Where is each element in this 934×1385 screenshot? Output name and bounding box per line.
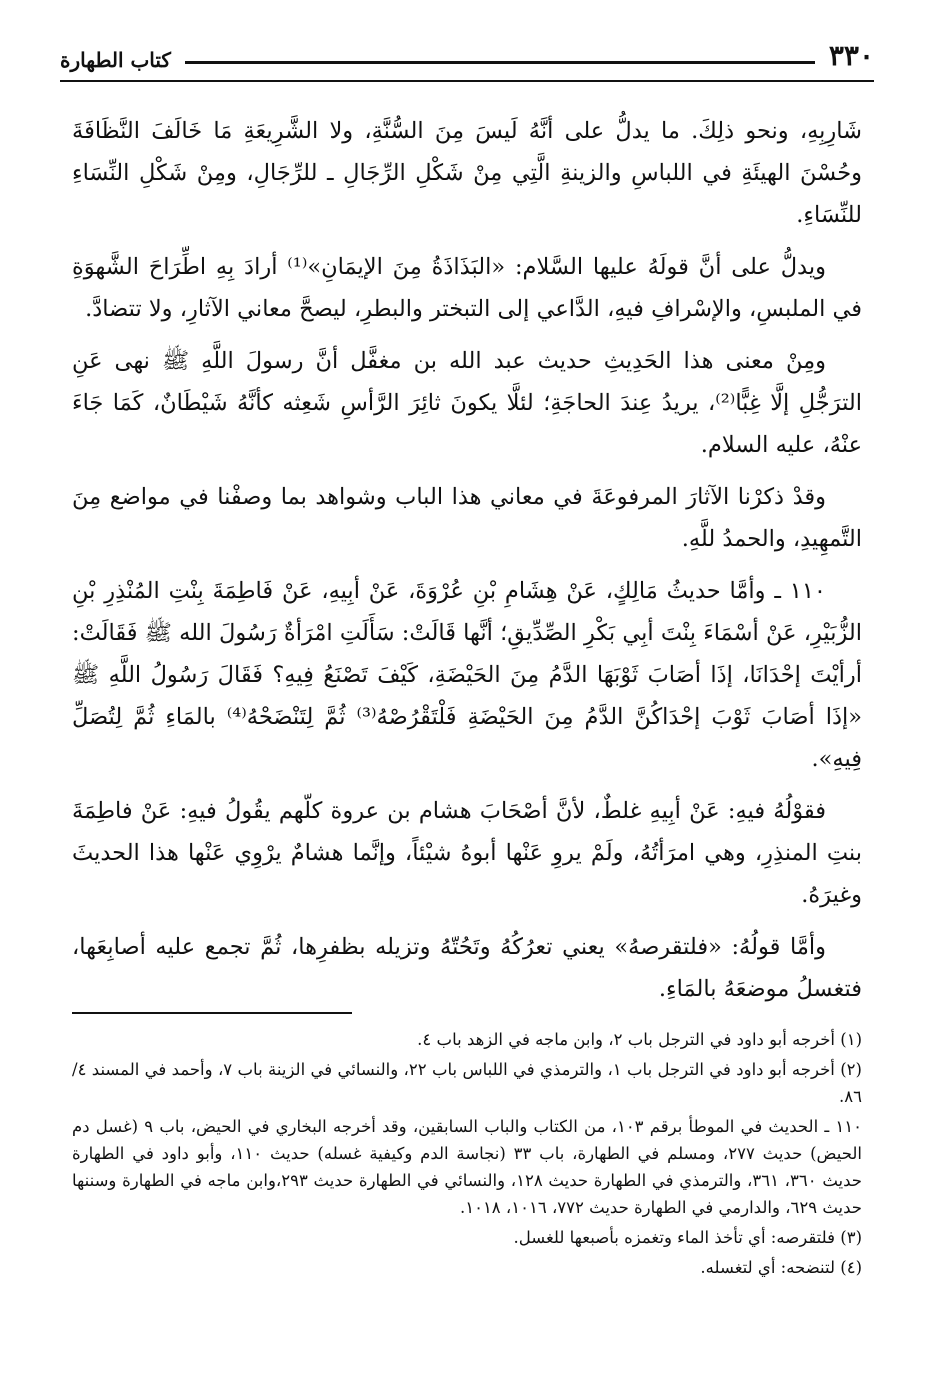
footnote-separator [72, 1012, 352, 1014]
footnote: ١١٠ ـ الحديث في الموطأ برقم ١٠٣، من الكتاب والباب السابقين، وقد أخرجه البخاري في الحيض، باب ٩ (غسل دم الحيض) حديث ٢٧٧، ومسلم في الطهارة، باب ٣٣ (نجاسة الدم وكيفية غسله) حديث ١١٠، وأبو داود في الطهارة حديث ٣٦٠، ٣٦١، والترمذي في الطهارة حديث ١٢٨، والنسائي في الطهارة حديث ٢٩٣،وابن ماجه في الطهارة وسننها حديث ٦٢٩، والدارمي في الطهارة حديث ٧٧٢، ١٠١٦، ١٠١٨. [72, 1117, 863, 1217]
page-number: ٣٣٠ [828, 39, 874, 72]
paragraph: وأمَّا قولُهُ: «فلتقرصهُ» يعني تعرُكُهُ وتَحُتّهُ وتزيله بظفرِها، ثُمَّ تجمع عليه أصابِعَها، فتغسلُ موضعَهُ بالمَاءِ. [72, 934, 862, 1002]
paragraph: شَارِبِهِ، ونحو ذلِكَ. ما يدلُّ على أنَّهُ لَيسَ مِنَ السُّنَّةِ، ولا الشَّرِيعَةِ مَا خَالَفَ النَّظَافَةَ وحُسْنَ الهيئَةِ في اللباسِ والزينةِ الَّتِي مِنْ شَكْلِ الرِّجَالِ ـ للرِّجَالِ، ومِنْ شَكْلِ النِّسَاءِ للنِّسَاءِ. [72, 118, 862, 228]
paragraph: فقوْلُهُ فيهِ: عَنْ أبِيهِ غلطٌ، لأنَّ أصْحَابَ هشام بن عروة كلّهم يقُولُ فيهِ: عَنْ فاطِمَةَ بنتِ المنذِرِ، وهي امرَأتُهُ، ولَمْ يروِ عَنْها أبوهُ شيْئاً، وإنَّما هشامٌ يرْوِي عَنْها هذا الحديثَ وغيرَهُ. [72, 798, 862, 908]
paragraph: ويدلُّ على أنَّ قولَهُ عليها السَّلام: «البَذَاذَةُ مِنَ الإيمَانِ»⁽¹⁾ أرادَ بِهِ اطِّرَاحَ الشَّهوَةِ في الملبسِ، والإسْرافِ فيهِ، الدَّاعي إلى التبختر والبطرِ، ليصحَّ معاني الآثارِ، ولا تتضادَّ. [72, 254, 862, 322]
book-title: كتاب الطهارة [60, 48, 171, 72]
page-header [60, 30, 874, 70]
header-rule [185, 61, 815, 64]
paragraph: ومِنْ معنى هذا الحَدِيثِ حديث عبد الله بن مغفَّل أنَّ رسولَ اللَّهِ ﷺ نهى عَنِ الترَجُّلِ إلَّا غِبًّا⁽²⁾، يريدُ عِندَ الحاجَةِ؛ لئلَّا يكونَ ثائِرَ الرَّأسِ شَعِثه كأنَّهُ شَيْطَانٌ، كَمَا جَاءَ عنْهُ، عليه السلام. [72, 348, 862, 458]
main-text [72, 110, 862, 1020]
hadith-paragraph: ١١٠ ـ وأمَّا حديثُ مَالِكٍ، عَنْ هِشَامِ بْنِ عُرْوَةَ، عَنْ أبِيهِ، عَنْ فَاطِمَةَ بِنْتِ المُنْذِرِ بْنِ الزُّبَيْرِ، عَنْ أسْمَاءَ بِنْتَ أبِي بَكْرِ الصِّدِّيقِ؛ أنَّها قَالَتْ: سَأَلَتِ امْرَأةٌ رَسُولَ الله ﷺ فَقَالَتْ: أرأيْتَ إحْدَانَا، إذَا أصَابَ ثَوْبَهَا الدَّمُ مِنَ الحَيْضَةِ، كَيْفَ تَصْنَعُ فِيهِ؟ فَقَالَ رَسُولُ اللَّهِ ﷺ «إذَا أصَابَ ثَوْبَ إحْدَاكُنَّ الدَّمُ مِنَ الحَيْضَةِ فَلْتَقْرُصْهُ⁽³⁾ ثُمَّ لِتَنْضَحْهُ⁽⁴⁾ بالمَاءِ ثُمَّ لِتُصَلِّ فِيهِ». [72, 578, 862, 772]
footnote: (٤) لتنضحه: أي لتغسله. [700, 1258, 862, 1277]
footnote: (٣) فلتقرصه: أي تأخذ الماء وتغمزه بأصبعها للغسل. [513, 1228, 862, 1247]
paragraph: وقدْ ذكرْنا الآثارَ المرفوعَةَ في معاني هذا الباب وشواهد بما وصفْنا في مواضع مِنَ التَّمهِيدِ، والحمدُ للَّهِ. [72, 484, 862, 552]
header-underline [60, 80, 874, 82]
footnote: (١) أخرجه أبو داود في الترجل باب ٢، وابن ماجه في الزهد باب ٤. [417, 1030, 862, 1049]
footnote: (٢) أخرجه أبو داود في الترجل باب ١، والترمذي في اللباس باب ٢٢، والنسائي في الزينة باب ٧، وأحمد في المسند ٤/ ٨٦. [72, 1060, 862, 1106]
footnotes [72, 1026, 862, 1284]
